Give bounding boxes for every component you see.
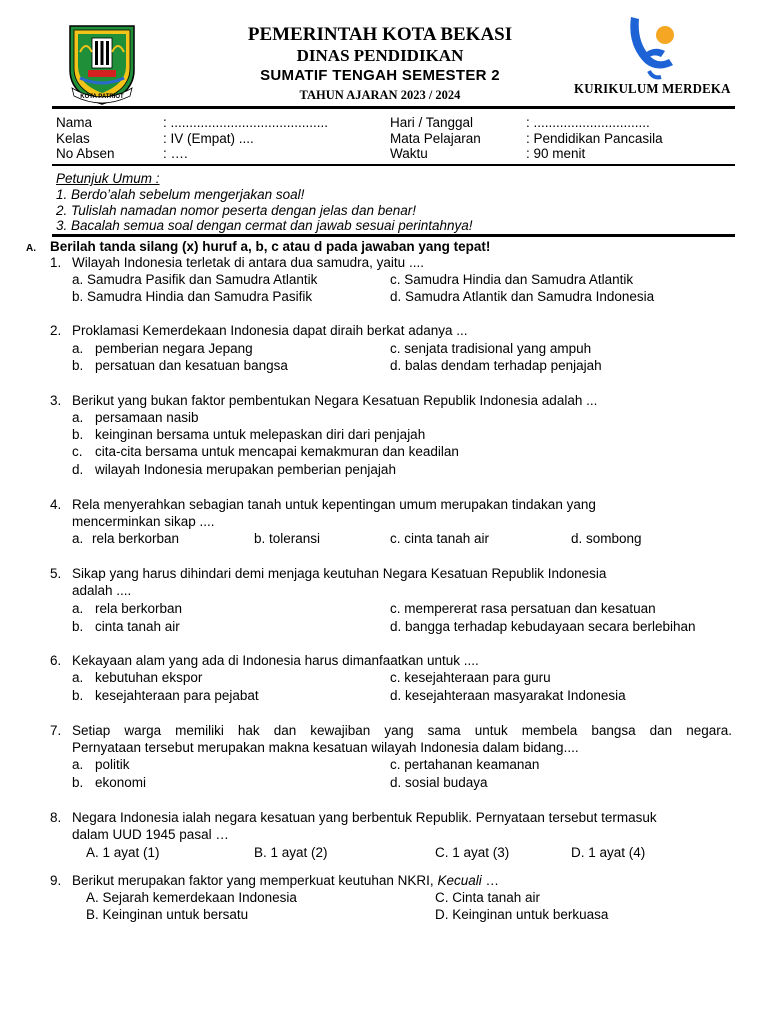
- question-text: Kekayaan alam yang ada di Indonesia harus dimanfaatkan untuk ....: [72, 653, 479, 668]
- answer-option[interactable]: pemberian negara Jepang: [95, 341, 253, 356]
- info-mapel-value: : Pendidikan Pancasila: [526, 131, 663, 146]
- answer-option[interactable]: rela berkorban: [92, 531, 180, 546]
- info-waktu-label: Waktu: [390, 146, 428, 161]
- answer-option[interactable]: keinginan bersama untuk melepaskan diri dari penjajah: [95, 427, 426, 442]
- answer-option[interactable]: c. mempererat rasa persatuan dan kesatuan: [390, 601, 656, 616]
- info-divider: [52, 164, 735, 166]
- question-number: 9.: [50, 873, 62, 888]
- header-exam-title: SUMATIF TENGAH SEMESTER 2: [260, 67, 500, 84]
- option-letter: b.: [72, 358, 84, 373]
- question-text-continued: Pernyataan tersebut merupakan makna kesatuan wilayah Indonesia dalam bidang....: [72, 740, 579, 755]
- answer-option[interactable]: persamaan nasib: [95, 410, 199, 425]
- header-department: DINAS PENDIDIKAN: [296, 46, 464, 65]
- info-absen-label: No Absen: [56, 146, 115, 161]
- kurikulum-merdeka-logo-icon: [623, 15, 687, 81]
- option-letter: b.: [72, 427, 84, 442]
- answer-option[interactable]: D. Keinginan untuk berkuasa: [435, 907, 609, 922]
- question-number: 5.: [50, 566, 62, 581]
- info-waktu-value: : 90 menit: [526, 146, 586, 161]
- info-kelas-value: : IV (Empat) ....: [163, 131, 254, 146]
- info-nama-value: : ..........................................: [163, 115, 329, 130]
- answer-option[interactable]: c. pertahanan keamanan: [390, 757, 540, 772]
- seal-motto: KOTA PATRIOT: [80, 94, 124, 100]
- answer-option[interactable]: a. Samudra Pasifik dan Samudra Atlantik: [72, 272, 318, 287]
- question-number: 7.: [50, 723, 62, 738]
- answer-option[interactable]: persatuan dan kesatuan bangsa: [95, 358, 288, 373]
- info-nama-label: Nama: [56, 115, 93, 130]
- answer-option[interactable]: rela berkorban: [95, 601, 183, 616]
- answer-option[interactable]: d. bangga terhadap kebudayaan secara berlebihan: [390, 619, 696, 634]
- info-hari-value: : ...............................: [526, 115, 650, 130]
- instruction-item: 1. Berdo’alah sebelum mengerjakan soal!: [56, 187, 305, 202]
- answer-option[interactable]: d. Samudra Atlantik dan Samudra Indonesia: [390, 289, 655, 304]
- answer-option[interactable]: c. senjata tradisional yang ampuh: [390, 341, 592, 356]
- question-text: Negara Indonesia ialah negara kesatuan yang berbentuk Republik. Pernyataan tersebut termasuk: [72, 810, 657, 825]
- answer-option[interactable]: wilayah Indonesia merupakan pemberian penjajah: [95, 462, 396, 477]
- option-letter: b.: [72, 688, 84, 703]
- header-divider: [52, 106, 735, 109]
- answer-option[interactable]: B. Keinginan untuk bersatu: [86, 907, 249, 922]
- answer-option[interactable]: politik: [95, 757, 130, 772]
- section-letter: A.: [26, 243, 36, 254]
- option-letter: a.: [72, 670, 84, 685]
- question-number: 2.: [50, 323, 62, 338]
- info-kelas-label: Kelas: [56, 131, 90, 146]
- question-number: 6.: [50, 653, 62, 668]
- answer-option[interactable]: b. Samudra Hindia dan Samudra Pasifik: [72, 289, 313, 304]
- answer-option[interactable]: kebutuhan ekspor: [95, 670, 203, 685]
- question-number: 1.: [50, 255, 62, 270]
- question-number: 3.: [50, 393, 62, 408]
- answer-option[interactable]: C. Cinta tanah air: [435, 890, 541, 905]
- option-letter: b.: [72, 619, 84, 634]
- option-letter: a.: [72, 757, 84, 772]
- answer-option[interactable]: B. 1 ayat (2): [254, 845, 328, 860]
- answer-option[interactable]: d. kesejahteraan masyarakat Indonesia: [390, 688, 626, 703]
- answer-option[interactable]: c. kesejahteraan para guru: [390, 670, 551, 685]
- question-number: 8.: [50, 810, 62, 825]
- option-letter: a.: [72, 341, 84, 356]
- option-letter: b.: [72, 775, 84, 790]
- answer-option[interactable]: c. cinta tanah air: [390, 531, 490, 546]
- header-academic-year: TAHUN AJARAN 2023 / 2024: [299, 88, 461, 102]
- kota-bekasi-seal-icon: [66, 22, 138, 106]
- question-text-continued: mencerminkan sikap ....: [72, 514, 215, 529]
- answer-option[interactable]: c. Samudra Hindia dan Samudra Atlantik: [390, 272, 634, 287]
- answer-option[interactable]: kesejahteraan para pejabat: [95, 688, 259, 703]
- option-letter: c.: [72, 444, 83, 459]
- question-text: Berikut merupakan faktor yang memperkuat keutuhan NKRI, Kecuali …: [72, 873, 499, 888]
- answer-option[interactable]: A. 1 ayat (1): [86, 845, 160, 860]
- option-letter: a.: [72, 531, 84, 546]
- instruction-item: 3. Bacalah semua soal dengan cermat dan jawab sesuai perintahnya!: [56, 218, 473, 233]
- answer-option[interactable]: b. toleransi: [254, 531, 321, 546]
- question-text: Sikap yang harus dihindari demi menjaga keutuhan Negara Kesatuan Republik Indonesia: [72, 566, 607, 581]
- option-letter: a.: [72, 410, 84, 425]
- answer-option[interactable]: D. 1 ayat (4): [571, 845, 646, 860]
- instructions-divider: [52, 234, 735, 237]
- curriculum-label: KURIKULUM MERDEKA: [574, 82, 731, 97]
- info-mapel-label: Mata Pelajaran: [390, 131, 481, 146]
- question-text: Setiap warga memiliki hak dan kewajiban yang sama untuk membela bangsa dan negara.: [72, 723, 732, 738]
- question-text: Wilayah Indonesia terletak di antara dua samudra, yaitu ....: [72, 255, 424, 270]
- answer-option[interactable]: d. balas dendam terhadap penjajah: [390, 358, 602, 373]
- answer-option[interactable]: ekonomi: [95, 775, 147, 790]
- answer-option[interactable]: C. 1 ayat (3): [435, 845, 510, 860]
- instruction-item: 2. Tulislah namadan nomor peserta dengan jelas dan benar!: [56, 203, 416, 218]
- answer-option[interactable]: A. Sejarah kemerdekaan Indonesia: [86, 890, 297, 905]
- question-text: Proklamasi Kemerdekaan Indonesia dapat diraih berkat adanya ...: [72, 323, 468, 338]
- question-text-continued: dalam UUD 1945 pasal …: [72, 827, 229, 842]
- header-government: PEMERINTAH KOTA BEKASI: [247, 24, 513, 45]
- option-letter: d.: [72, 462, 84, 477]
- section-instruction: Berilah tanda silang (x) huruf a, b, c atau d pada jawaban yang tepat!: [50, 239, 491, 254]
- info-absen-value: : ….: [163, 146, 188, 161]
- question-text: Berikut yang bukan faktor pembentukan Negara Kesatuan Republik Indonesia adalah ...: [72, 393, 598, 408]
- option-letter: a.: [72, 601, 84, 616]
- info-hari-label: Hari / Tanggal: [390, 115, 474, 130]
- answer-option[interactable]: d. sombong: [571, 531, 642, 546]
- answer-option[interactable]: d. sosial budaya: [390, 775, 488, 790]
- instructions-title: Petunjuk Umum :: [56, 171, 160, 186]
- answer-option[interactable]: cinta tanah air: [95, 619, 180, 634]
- question-number: 4.: [50, 497, 62, 512]
- question-text-continued: adalah ....: [72, 583, 132, 598]
- question-text: Rela menyerahkan sebagian tanah untuk kepentingan umum merupakan tindakan yang: [72, 497, 596, 512]
- answer-option[interactable]: cita-cita bersama untuk mencapai kemakmuran dan keadilan: [95, 444, 459, 459]
